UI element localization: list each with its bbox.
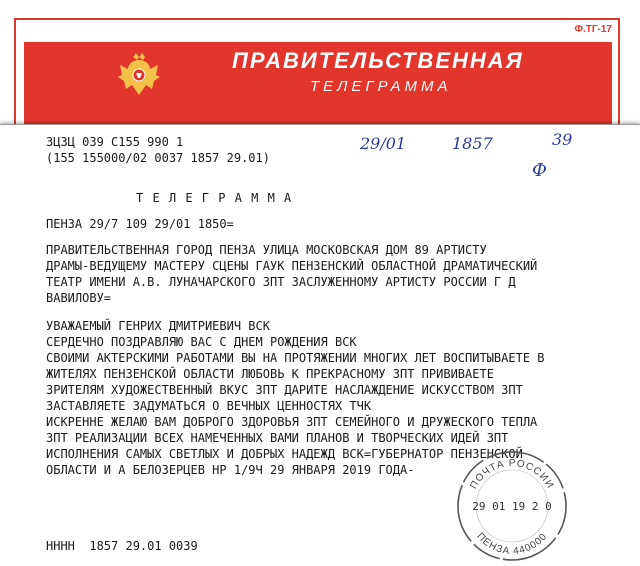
handwritten-date: 29/01 <box>360 134 407 153</box>
footer-line: НННН 1857 29.01 0039 <box>46 539 198 553</box>
address-line: ВАВИЛОВУ= <box>46 291 112 305</box>
stamp-bottom-text: ПЕНЗА 440000 <box>474 530 550 558</box>
body-line: СВОИМИ АКТЕРСКИМИ РАБОТАМИ ВЫ НА ПРОТЯЖЕНИИ МНОГИХ ЛЕТ ВОСПИТЫВАЕТЕ В <box>46 351 545 365</box>
service-line-2: (155 155000/02 0037 1857 29.01) <box>46 151 270 165</box>
body-line: ИСКРЕННЕ ЖЕЛАЮ ВАМ ДОБРОГО ЗДОРОВЬЯ ЗПТ СЕМЕЙНОГО И ДРУЖЕСКОГО ТЕПЛА <box>46 415 538 429</box>
svg-text:ПОЧТА РОССИИ <box>468 458 555 491</box>
stamp-date: 29 01 19 2 0 <box>472 500 552 513</box>
body-line: ОБЛАСТИ И А БЕЛОЗЕРЦЕВ НР 1/9Ч 29 ЯНВАРЯ 2019 ГОДА- <box>46 463 415 477</box>
form-subtitle: ТЕЛЕГРАММА <box>310 78 452 95</box>
body-line: УВАЖАЕМЫЙ ГЕНРИХ ДМИТРИЕВИЧ ВСК <box>46 319 270 333</box>
address-line: ПРАВИТЕЛЬСТВЕННАЯ ГОРОД ПЕНЗА УЛИЦА МОСКОВСКАЯ ДОМ 89 АРТИСТУ <box>46 243 487 257</box>
form-title: ПРАВИТЕЛЬСТВЕННАЯ <box>232 48 524 73</box>
russian-coat-of-arms-icon <box>116 51 162 99</box>
telegram-form-header <box>14 18 620 130</box>
stamp-top-text: ПОЧТА РОССИИ <box>468 457 556 492</box>
address-line: ДРАМЫ-ВЕДУЩЕМУ МАСТЕРУ СЦЕНЫ ГАУК ПЕНЗЕНСКИЙ ОБЛАСТНОЙ ДРАМАТИЧЕСКИЙ <box>46 259 538 273</box>
handwritten-mark: Ф <box>532 160 547 181</box>
body-line: ЗПТ РЕАЛИЗАЦИИ ВСЕХ НАМЕЧЕННЫХ ВАМИ ПЛАНОВ И ТВОРЧЕСКИХ ИДЕЙ ЗПТ <box>46 431 509 445</box>
body-line: ЗАСТАВЛЯЕТЕ ЗАДУМАТЬСЯ О ВЕЧНЫХ ЦЕННОСТЯХ ТЧК <box>46 399 372 413</box>
address-line: ТЕАТР ИМЕНИ А.В. ЛУНАЧАРСКОГО ЗПТ ЗАСЛУЖЕННОМУ АРТИСТУ РОССИИ Г Д <box>46 275 516 289</box>
form-code: Ф.ТГ-17 <box>574 24 612 35</box>
body-line: ЖИТЕЛЯХ ПЕНЗЕНСКОЙ ОБЛАСТИ ЛЮБОВЬ К ПРЕКРАСНОМУ ЗПТ ПРИВИВАЕТЕ <box>46 367 494 381</box>
body-line: СЕРДЕЧНО ПОЗДРАВЛЯЮ ВАС С ДНЕМ РОЖДЕНИЯ ВСК <box>46 335 357 349</box>
handwritten-number: 39 <box>552 130 573 149</box>
service-line-1: ЗЦЗЦ 039 С155 990 1 <box>46 135 184 149</box>
postal-date-stamp <box>452 446 572 566</box>
origin-line: ПЕНЗА 29/7 109 29/01 1850= <box>46 217 234 231</box>
body-line: ЗРИТЕЛЯМ ХУДОЖЕСТВЕННЫЙ ВКУС ЗПТ ДАРИТЕ НАСЛАЖДЕНИЕ ИСКУССТВОМ ЗПТ <box>46 383 523 397</box>
handwritten-time: 1857 <box>452 134 493 153</box>
body-line: ИСПОЛНЕНИЯ САМЫХ СВЕТЛЫХ И ДОБРЫХ НАДЕЖД ВСК=ГУБЕРНАТОР ПЕНЗЕНСКОЙ <box>46 447 523 461</box>
telegram-heading: Т Е Л Е Г Р А М М А <box>136 191 293 205</box>
